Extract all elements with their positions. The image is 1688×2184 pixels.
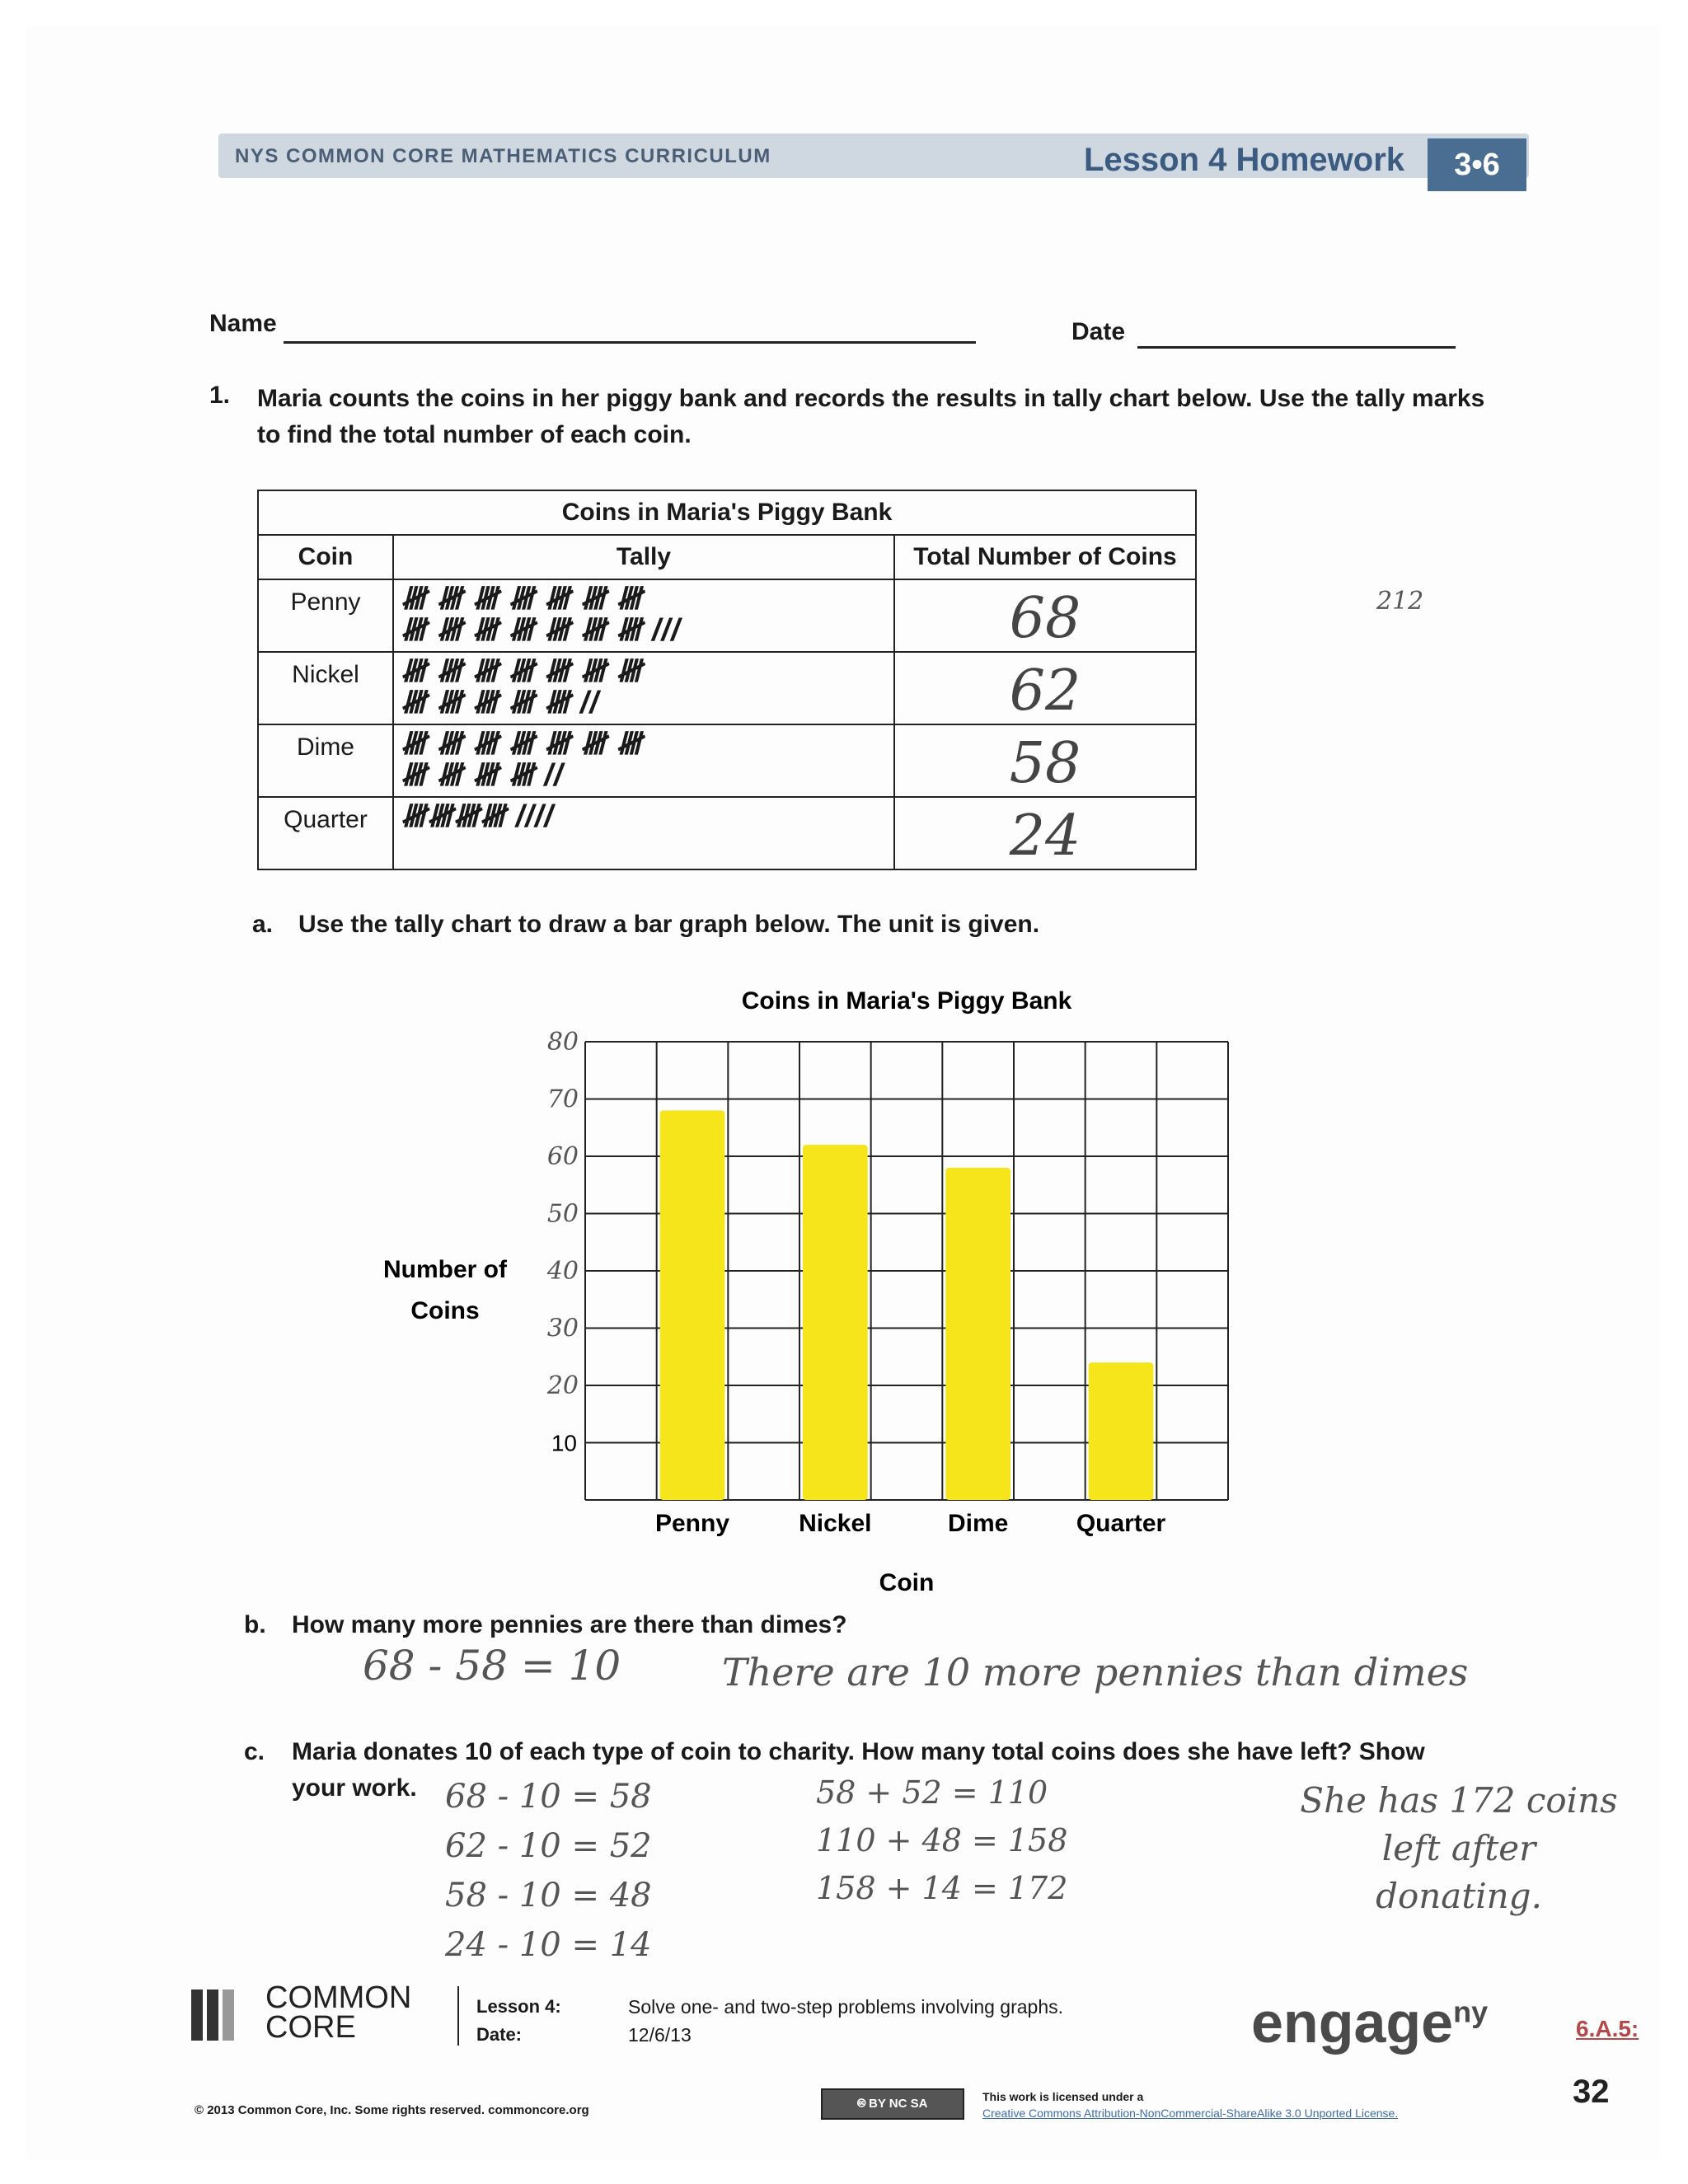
coin-nickel: Nickel [258, 652, 393, 724]
x-tick-label: Quarter [1076, 1510, 1166, 1537]
x-axis-label: Coin [879, 1569, 935, 1596]
part-c-work-middle: 58 + 52 = 110 110 + 48 = 158 158 + 14 = 172 [816, 1774, 1068, 1906]
x-tick-label: Dime [947, 1510, 1009, 1537]
part-b-answer: There are 10 more pennies than dimes [722, 1650, 1469, 1694]
part-c-work-left: 68 - 10 = 58 62 - 10 = 52 58 - 10 = 48 24 - 10 = 14 [445, 1778, 652, 1964]
margin-note: 212 [1376, 587, 1424, 616]
name-field[interactable] [284, 341, 976, 344]
curriculum-title: NYS COMMON CORE MATHEMATICS CURRICULUM [235, 145, 771, 167]
question-1-number: 1. [209, 382, 231, 409]
footer-divider [457, 1986, 459, 2046]
x-tick-label: Penny [654, 1510, 730, 1537]
part-a-letter: a. [252, 911, 274, 938]
total-quarter[interactable]: 24 [894, 797, 1196, 869]
bar-chart [363, 972, 1269, 1615]
date-label: Date [1071, 318, 1126, 345]
tally-marks-penny: 𝍸 𝍸 𝍸 𝍸 𝍸 𝍸 𝍸 𝍸 𝍸 𝍸 𝍸 𝍸 𝍸 𝍸 /// [393, 579, 894, 652]
part-c-text-line2: your work. [292, 1774, 417, 1802]
page-number: 32 [1573, 2074, 1610, 2110]
y-tick-label-handwritten: 80 [546, 1028, 579, 1057]
footer-lesson-info-values: Solve one- and two-step problems involving graphs. 12/6/13 [628, 1996, 1064, 2046]
coin-dime: Dime [258, 724, 393, 797]
part-b-work: 68 - 58 = 10 [363, 1642, 621, 1690]
common-core-logo-icon [191, 1990, 237, 2041]
table-row [258, 652, 1196, 724]
question-1-text: Maria counts the coins in her piggy bank and records the results in tally chart below. Use the tally marks to find the total number of each coin. [257, 385, 1485, 448]
bar-nickel [803, 1145, 868, 1500]
y-tick-label-handwritten: 40 [546, 1257, 579, 1286]
coin-penny: Penny [258, 579, 393, 652]
part-b-letter: b. [244, 1611, 266, 1638]
copyright: © 2013 Common Core, Inc. Some rights reserved. commoncore.org [195, 2103, 589, 2117]
col-header-total: Total Number of Coins [894, 535, 1196, 579]
table-row [258, 724, 1196, 797]
y-axis-label: Number of [383, 1256, 507, 1283]
total-penny[interactable]: 68 [894, 579, 1196, 652]
y-tick-label-handwritten: 50 [546, 1199, 579, 1229]
total-dime[interactable]: 58 [894, 724, 1196, 797]
tally-table-title: Coins in Maria's Piggy Bank [258, 490, 1196, 535]
tally-marks-nickel: 𝍸 𝍸 𝍸 𝍸 𝍸 𝍸 𝍸 𝍸 𝍸 𝍸 𝍸 𝍸 // [393, 652, 894, 724]
footer-lesson-info-labels: Lesson 4: Date: [476, 1996, 561, 2045]
cc-license-badge: 🅭 BY NC SA [821, 2088, 964, 2120]
grade-module-badge: 3•6 [1428, 138, 1526, 191]
engageny-logo: engage$^{ny}$ [1251, 1990, 1489, 2055]
col-header-tally: Tally [393, 535, 894, 579]
common-core-brand: COMMON CORE [265, 1980, 412, 2045]
bar-penny [660, 1110, 725, 1500]
tally-table [257, 490, 1197, 870]
part-b-text: How many more pennies are there than dimes? [292, 1611, 847, 1638]
license-link[interactable]: Creative Commons Attribution-NonCommercial-ShareAlike 3.0 Unported License. [982, 2107, 1399, 2120]
chart-title: Coins in Maria's Piggy Bank [741, 987, 1072, 1015]
y-tick-label-handwritten: 30 [546, 1314, 579, 1343]
table-row [258, 579, 1196, 652]
table-row [258, 797, 1196, 869]
tally-marks-dime: 𝍸 𝍸 𝍸 𝍸 𝍸 𝍸 𝍸 𝍸 𝍸 𝍸 𝍸 // [393, 724, 894, 797]
date-field[interactable] [1137, 346, 1456, 349]
part-c-letter: c. [244, 1738, 265, 1765]
coin-quarter: Quarter [258, 797, 393, 869]
reference-code: 6.A.5: [1576, 2016, 1639, 2041]
y-tick-label: 10 [551, 1430, 577, 1456]
creative-commons-icon: 🅭 [857, 2097, 865, 2111]
part-a-text: Use the tally chart to draw a bar graph below. The unit is given. [298, 911, 1040, 938]
y-tick-label-handwritten: 20 [546, 1371, 579, 1400]
y-axis-label-line2: Coins [410, 1297, 480, 1324]
tally-marks-quarter: 𝍸𝍸𝍸𝍸 //// [393, 797, 894, 869]
bar-quarter [1089, 1362, 1154, 1500]
part-c-answer: She has 172 coins left after donating. [1300, 1780, 1618, 1916]
part-c-text-line1: Maria donates 10 of each type of coin to charity. How many total coins does she have left? Show [292, 1738, 1425, 1765]
bar-dime [945, 1168, 1010, 1500]
x-tick-label: Nickel [799, 1510, 872, 1537]
y-tick-label-handwritten: 70 [546, 1085, 579, 1114]
col-header-coin: Coin [258, 535, 393, 579]
total-nickel[interactable]: 62 [894, 652, 1196, 724]
lesson-title: Lesson 4 Homework [1084, 142, 1405, 178]
name-label: Name [209, 310, 277, 337]
y-tick-label-handwritten: 60 [546, 1142, 579, 1171]
license-text: This work is licensed under a Creative Commons Attribution-NonCommercial-ShareAlike 3.0 Unported License. [982, 2090, 1399, 2120]
